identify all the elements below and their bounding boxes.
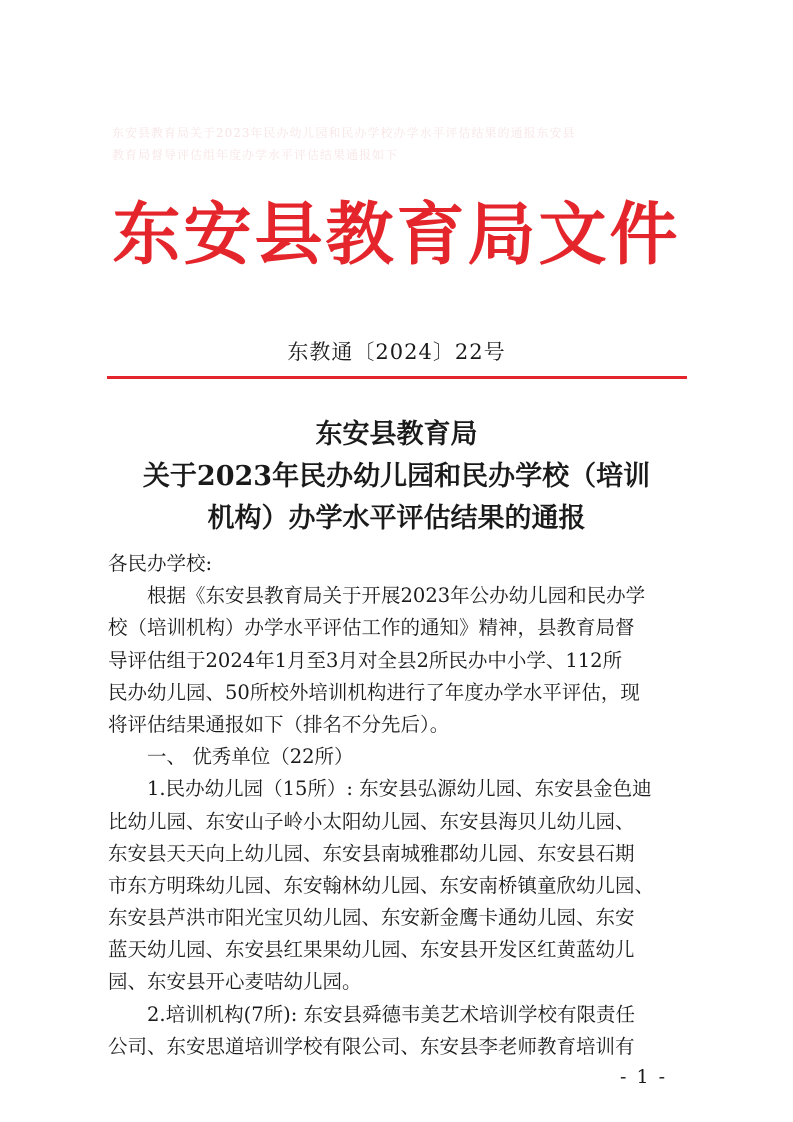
body-line: 2.培训机构(7所): 东安县舜德韦美艺术培训学校有限责任 [147,1002,635,1026]
body-line: 比幼儿园、东安山子岭小太阳幼儿园、东安县海贝儿幼儿园、 [108,809,635,833]
body-line: 1.民办幼儿园（15所）: 东安县弘源幼儿园、东安县金色迪 [147,777,652,801]
document-body [108,548,691,1063]
body-line: 园、东安县开心麦咭幼儿园。 [108,970,362,994]
body-line: 导评估组于2024年1月至3月对全县2所民办中小学、112所 [108,648,623,672]
show-through-text [112,122,692,166]
show-through-line: 教育局督导评估组年度办学水平评估结果通报如下 [112,148,399,162]
body-line: 东安县天天向上幼儿园、东安县南城雅郡幼儿园、东安县石期 [108,841,635,865]
body-line: 蓝天幼儿园、东安县红果果幼儿园、东安县开发区红黄蓝幼儿 [108,938,635,962]
body-line: 将评估结果通报如下（排名不分先后）。 [108,712,450,736]
document-title [100,414,693,540]
title-line: 关于2023年民办幼儿园和民办学校（培训 [142,461,651,492]
red-divider-line [107,376,687,379]
body-line: 市东方明珠幼儿园、东安翰林幼儿园、东安南桥镇童欣幼儿园、 [108,873,655,897]
body-line: 东安县芦洪市阳光宝贝幼儿园、东安新金鹰卡通幼儿园、东安 [108,906,635,930]
body-line: 民办幼儿园、50所校外培训机构进行了年度办学水平评估，现 [108,680,640,704]
body-line: 根据《东安县教育局关于开展2023年公办幼儿园和民办学 [147,584,646,608]
document-number: 东教通〔2024〕22号 [287,340,506,364]
section-heading: 一、 优秀单位（22所） [147,745,354,769]
body-line: 校（培训机构）办学水平评估工作的通知》精神，县教育局督 [108,616,635,640]
salutation: 各民办学校: [108,552,213,575]
show-through-line: 东安县教育局关于2023年民办幼儿园和民办学校办学水平评估结果的通报东安县 [112,126,576,140]
page-number: - 1 - [620,1066,668,1088]
red-header-title: 东安县教育局文件 [112,195,681,275]
body-line: 公司、东安思道培训学校有限公司、东安县李老师教育培训有 [108,1034,635,1058]
title-line: 机构）办学水平评估结果的通报 [207,503,586,534]
title-line: 东安县教育局 [315,419,478,450]
